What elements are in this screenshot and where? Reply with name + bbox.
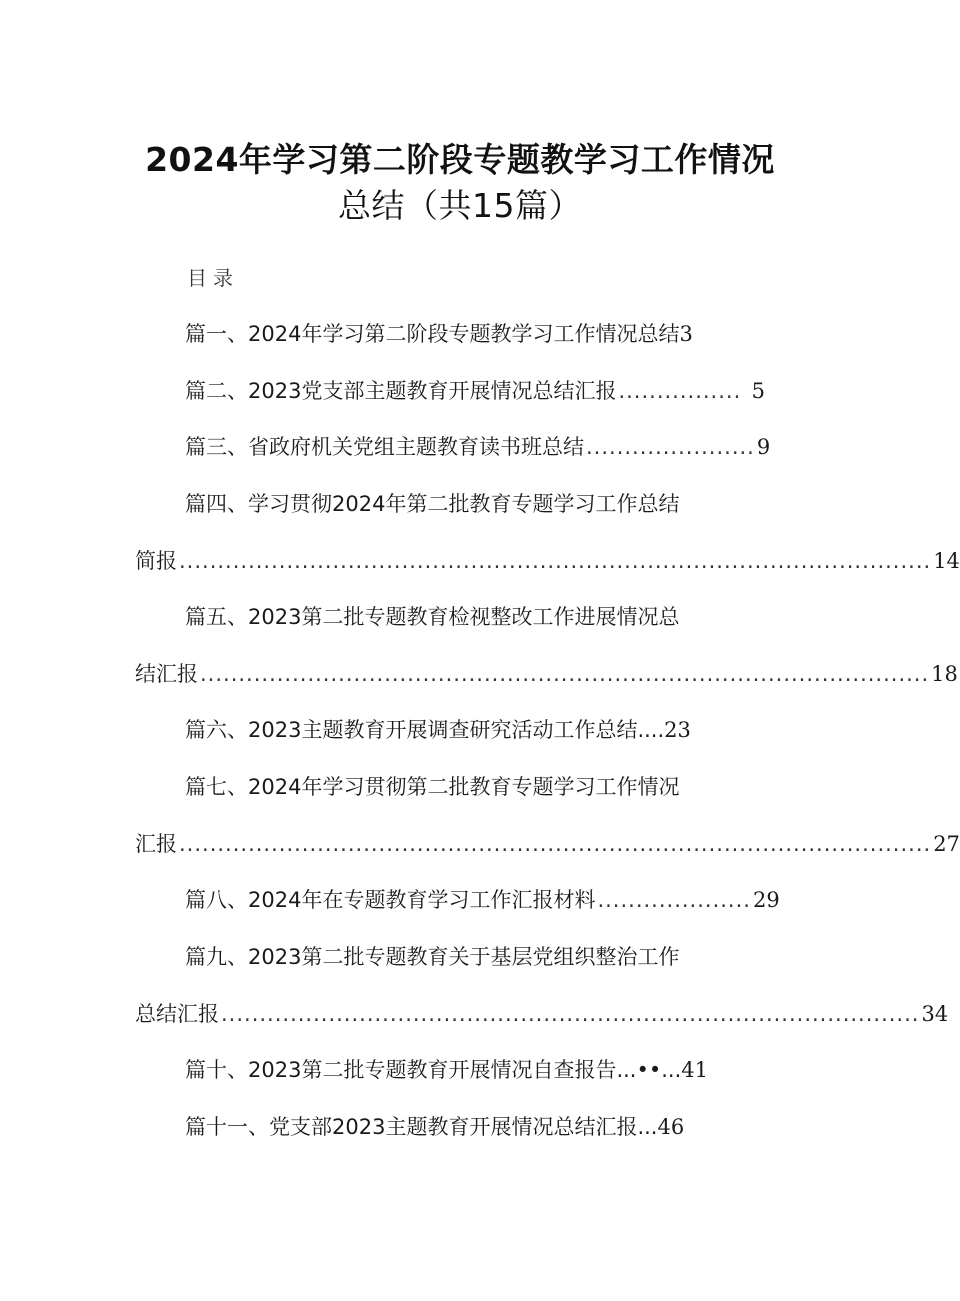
toc-leader-dots: ................: [618, 379, 742, 403]
toc-entry-11[interactable]: [185, 1111, 684, 1141]
toc-entry-page: 27: [933, 832, 960, 856]
toc-entry-page: 34: [921, 1002, 949, 1026]
toc-entry-title: 篇七、2024年学习贯彻第二批教育专题学习工作情况: [185, 775, 680, 799]
toc-entry-9-continuation[interactable]: [135, 998, 949, 1028]
toc-leader-dots: ...........................................................................................: [221, 1002, 920, 1026]
toc-entry-page: 9: [756, 435, 771, 459]
toc-entry-title: 篇四、学习贯彻2024年第二批教育专题学习工作总结: [185, 492, 680, 516]
toc-entry-7-continuation[interactable]: [135, 828, 960, 858]
toc-leader-dots: ....: [637, 718, 665, 742]
toc-entry-page: 41: [681, 1058, 709, 1082]
toc-leader-dots: ....................: [597, 888, 751, 912]
toc-entry-1[interactable]: [185, 318, 693, 348]
toc-leader-dots: ...: [637, 1115, 658, 1139]
toc-heading: 目录: [187, 266, 239, 290]
toc-entry-title: 篇六、2023主题教育开展调查研究活动工作总结: [185, 718, 638, 742]
toc-leader-dots: ...••...: [616, 1058, 682, 1082]
toc-entry-2[interactable]: [185, 375, 765, 405]
toc-entry-title-continued: 简报: [135, 549, 177, 573]
toc-leader-dots: ......................: [586, 435, 755, 459]
toc-entry-10[interactable]: [185, 1054, 708, 1084]
toc-entry-4[interactable]: [185, 488, 679, 518]
toc-entry-page: 46: [657, 1115, 685, 1139]
toc-entry-page: 3: [679, 322, 693, 346]
toc-entry-3[interactable]: [185, 431, 771, 461]
toc-entry-page: 29: [752, 888, 780, 912]
toc-entry-title: 篇五、2023第二批专题教育检视整改工作进展情况总: [185, 605, 680, 629]
toc-entry-page: 18: [931, 662, 958, 686]
toc-entry-4-continuation[interactable]: [135, 545, 960, 575]
toc-entry-title: 篇九、2023第二批专题教育关于基层党组织整治工作: [185, 945, 680, 969]
toc-entry-6[interactable]: [185, 714, 691, 744]
toc-entry-page: 23: [664, 718, 691, 742]
toc-entry-title: 篇三、省政府机关党组主题教育读书班总结: [185, 435, 584, 459]
toc-entry-9[interactable]: [185, 941, 679, 971]
toc-entry-title: 篇八、2024年在专题教育学习工作汇报材料: [185, 888, 596, 912]
toc-leader-dots: ..................................................................................................: [179, 549, 932, 573]
toc-entry-title: 篇十一、党支部2023主题教育开展情况总结汇报: [185, 1115, 638, 1139]
toc-entry-page: 5: [751, 379, 765, 403]
toc-entry-page: 14: [933, 549, 960, 573]
toc-entry-5-continuation[interactable]: [135, 658, 958, 688]
toc-entry-title: 篇十、2023第二批专题教育开展情况自查报告: [185, 1058, 617, 1082]
toc-leader-dots: ...............................................................................................: [200, 662, 930, 686]
toc-entry-title-continued: 汇报: [135, 832, 177, 856]
toc-entry-7[interactable]: [185, 771, 679, 801]
document-subtitle: 总结（共15篇）: [338, 186, 582, 225]
toc-leader-dots: ..................................................................................................: [179, 832, 932, 856]
document-title: 2024年学习第二阶段专题教学习工作情况: [145, 140, 775, 179]
toc-entry-title: 篇一、2024年学习第二阶段专题教学习工作情况总结: [185, 322, 680, 346]
toc-entry-title-continued: 总结汇报: [135, 1002, 219, 1026]
toc-entry-8[interactable]: [185, 884, 780, 914]
toc-entry-title-continued: 结汇报: [135, 662, 198, 686]
toc-entry-5[interactable]: [185, 601, 679, 631]
toc-entry-title: 篇二、2023党支部主题教育开展情况总结汇报: [185, 379, 617, 403]
